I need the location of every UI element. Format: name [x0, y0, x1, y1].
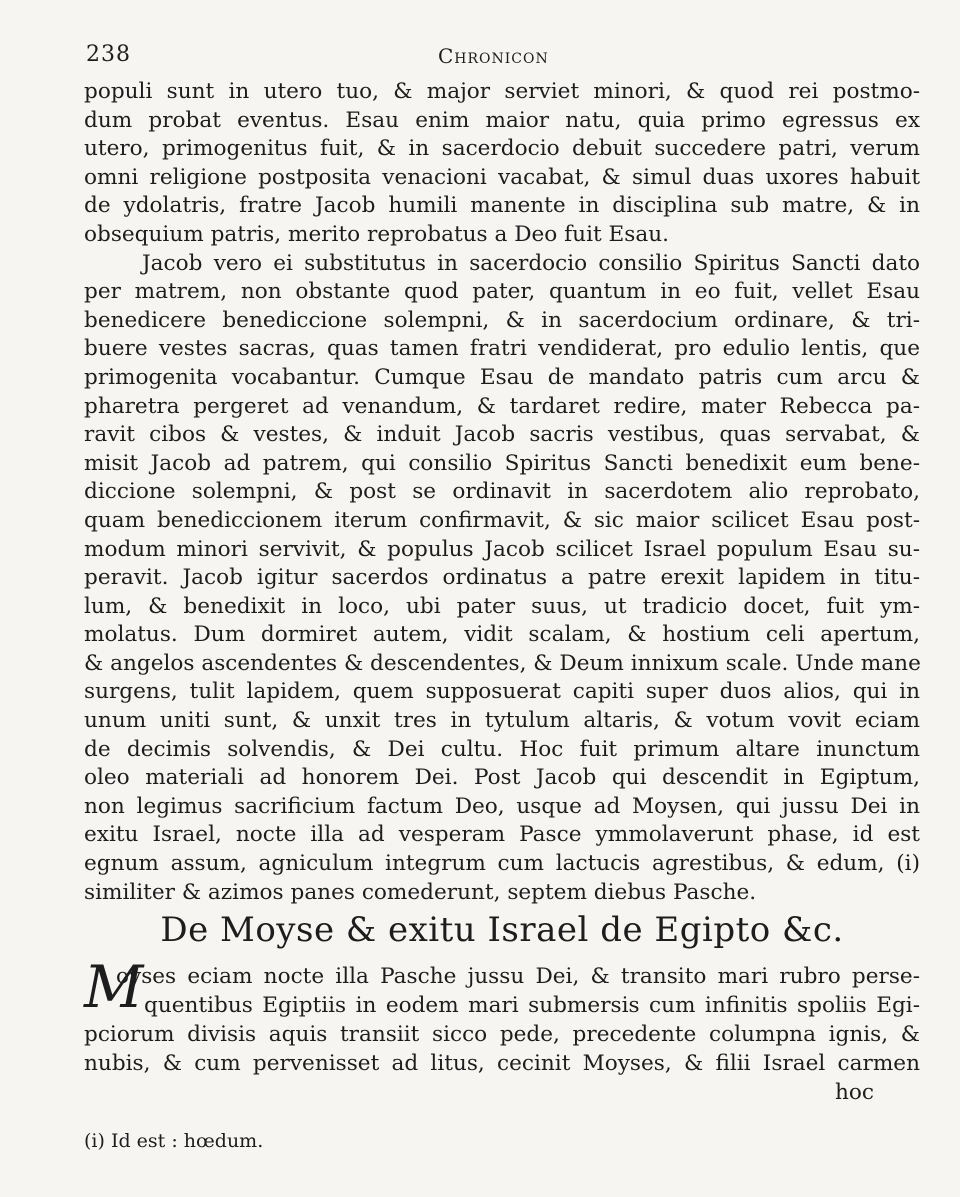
text-line: quentibus Egiptiis in eodem mari submersis cum infinitis spoliis Egi-	[144, 993, 920, 1018]
text-line: per matrem, non obstante quod pater, quantum in eo fuit, vellet Esau	[84, 279, 920, 305]
footnote: (i) Id est : hœdum.	[84, 1130, 264, 1152]
text-line: similiter & azimos panes comederunt, septem diebus Pasche.	[84, 879, 757, 905]
section-heading: De Moyse & exitu Israel de Egipto &c.	[160, 910, 844, 950]
text-line: nubis, & cum pervenisset ad litus, cecinit Moyses, & filii Israel carmen	[84, 1051, 920, 1076]
text-line: ravit cibos & vestes, & induit Jacob sacris vestibus, quas servabat, &	[84, 422, 920, 448]
text-line: egnum assum, agniculum integrum cum lactucis agrestibus, & edum, (i)	[84, 851, 920, 877]
catchword: hoc	[834, 1080, 874, 1105]
text-line: Jacob vero ei substitutus in sacerdocio consilio Spiritus Sancti dato	[142, 250, 920, 276]
text-line: lum, & benedixit in loco, ubi pater suus, ut tradicio docet, fuit ym-	[84, 593, 920, 619]
text-line: pciorum divisis aquis transiit sicco pede, precedente columpna ignis, &	[84, 1022, 920, 1047]
text-line: omni religione postposita venacioni vacabat, & simul duas uxores habuit	[84, 164, 920, 190]
text-line: populi sunt in utero tuo, & major serviet minori, & quod rei postmo-	[84, 79, 920, 104]
text-line: modum minori servivit, & populus Jacob scilicet Israel populum Esau su-	[84, 536, 920, 562]
text-line: surgens, tulit lapidem, quem supposuerat capiti super duos alios, qui in	[84, 679, 920, 705]
running-title: Chronicon	[438, 44, 549, 68]
text-line: utero, primogenitus fuit, & in sacerdocio debuit succedere patri, verum	[84, 136, 920, 162]
text-line: primogenita vocabantur. Cumque Esau de mandato patris cum arcu &	[84, 364, 920, 390]
text-line: diccione solempni, & post se ordinavit in sacerdotem alio reprobato,	[84, 479, 920, 505]
text-line: & angelos ascendentes & descendentes, & Deum innixum scale. Unde mane	[84, 650, 921, 676]
running-head	[86, 42, 916, 76]
text-line: molatus. Dum dormiret autem, vidit scalam, & hostium celi apertum,	[84, 622, 920, 648]
text-line: peravit. Jacob igitur sacerdos ordinatus a patre erexit lapidem in titu-	[84, 565, 920, 591]
text-line: misit Jacob ad patrem, qui consilio Spiritus Sancti benedixit eum bene-	[84, 450, 920, 476]
text-line: exitu Israel, nocte illa ad vesperam Pasce ymmolaverunt phase, id est	[84, 822, 920, 848]
drop-cap-line-text: oyses eciam nocte illa Pasche jussu Dei, & transito mari rubro perse-	[116, 964, 920, 989]
text-line: de decimis solvendis, & Dei cultu. Hoc fuit primum altare inunctum	[84, 736, 920, 762]
text-line: oleo materiali ad honorem Dei. Post Jacob qui descendit in Egiptum,	[84, 765, 920, 791]
text-line: benedicere benediccione solempni, & in sacerdocium ordinare, & tri-	[84, 307, 920, 333]
text-line: de ydolatris, fratre Jacob humili manente in disciplina sub matre, & in	[84, 193, 920, 219]
page-number: 238	[86, 42, 131, 67]
text-line: buere vestes sacras, quas tamen fratri vendiderat, pro edulio lentis, que	[84, 336, 920, 362]
text-line: non legimus sacrificium factum Deo, usque ad Moysen, qui jussu Dei in	[84, 793, 920, 819]
body-text	[84, 78, 920, 907]
text-line: obsequium patris, merito reprobatus a Deo fuit Esau.	[84, 221, 670, 247]
text-line: quam benediccionem iterum confirmavit, & sic maior scilicet Esau post-	[84, 507, 920, 533]
text-line: unum uniti sunt, & unxit tres in tytulum altaris, & votum vovit eciam	[84, 708, 920, 734]
text-line: pharetra pergeret ad venandum, & tardaret redire, mater Rebecca pa-	[84, 393, 920, 419]
text-line: dum probat eventus. Esau enim maior natu, quia primo egressus ex	[84, 107, 920, 133]
chapter-text	[84, 953, 920, 1107]
drop-cap: M	[84, 953, 144, 1021]
